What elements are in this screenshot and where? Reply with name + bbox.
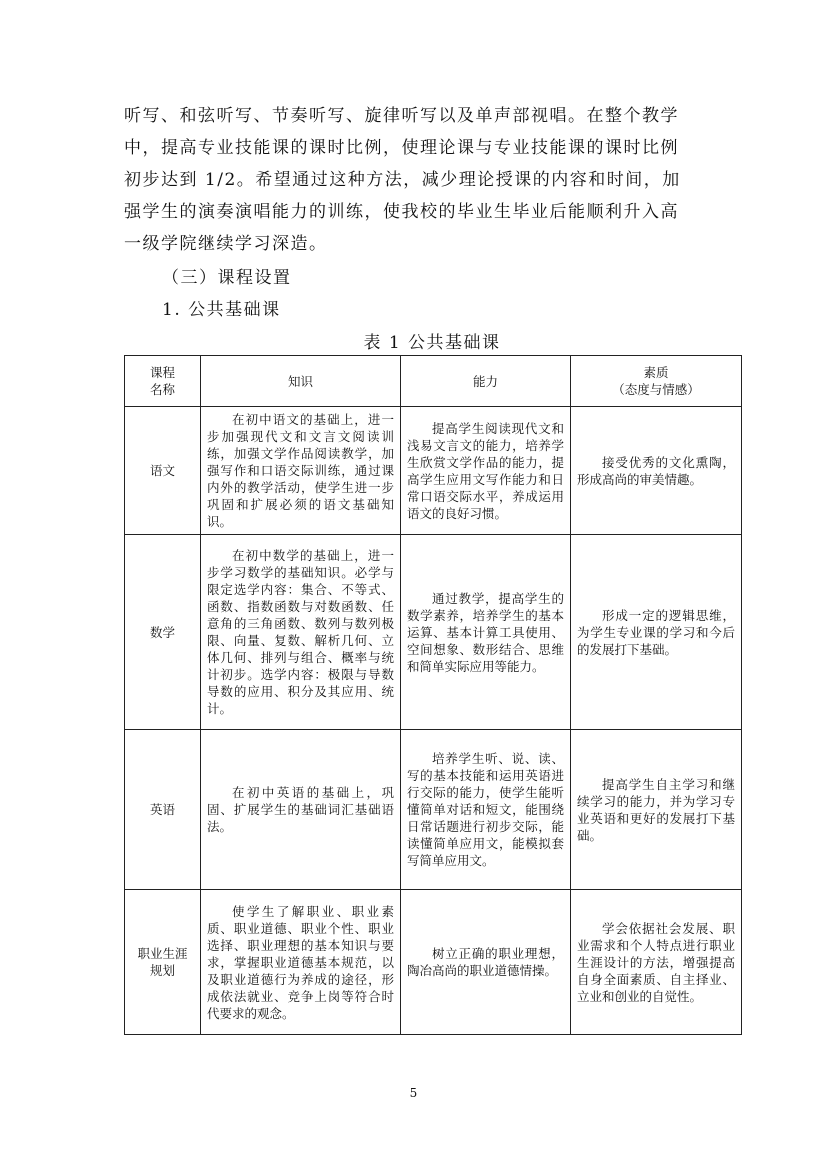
header-ability: 能力 [401, 356, 571, 407]
ability-cell: 培养学生听、说、读、写的基本技能和运用英语进行交际的能力，使学生能听懂简单对话和短文，能围绕日常话题进行初步交际，能读懂简单应用文，能模拟套写简单应用文。 [401, 730, 571, 890]
section-heading: （三）课程设置 [162, 268, 292, 288]
header-quality-subtitle: （态度与情感） [612, 382, 700, 397]
course-name-cell: 职业生涯规划 [125, 890, 201, 1035]
course-name-cell: 数学 [125, 535, 201, 730]
table-caption: 表 1 公共基础课 [363, 333, 501, 353]
ability-cell: 树立正确的职业理想，陶冶高尚的职业道德情操。 [401, 890, 571, 1035]
header-course-name: 课程名称 [125, 356, 201, 407]
page-number: 5 [409, 1086, 418, 1100]
table-row [125, 407, 742, 535]
body-text-line: 中，提高专业技能课的课时比例，使理论课与专业技能课的课时比例 [124, 138, 679, 158]
quality-cell: 形成一定的逻辑思维，为学生专业课的学习和今后的发展打下基础。 [571, 535, 742, 730]
course-name-cell: 语文 [125, 407, 201, 535]
ability-cell: 通过教学，提高学生的数学素养，培养学生的基本运算、基本计算工具使用、空间想象、数形结合、思维和简单实际应用等能力。 [401, 535, 571, 730]
table-header-row [125, 356, 742, 407]
table-row [125, 890, 742, 1035]
quality-cell: 学会依据社会发展、职业需求和个人特点进行职业生涯设计的方法，增强提高自身全面素质、自主择业、立业和创业的自觉性。 [571, 890, 742, 1035]
header-quality-title: 素质 [643, 365, 669, 380]
body-text-line: 强学生的演奏演唱能力的训练，使我校的毕业生毕业后能顺利升入高 [124, 202, 679, 222]
table-row [125, 535, 742, 730]
header-quality [571, 356, 742, 407]
course-table [124, 355, 742, 1035]
header-knowledge: 知识 [201, 356, 401, 407]
quality-cell: 提高学生自主学习和继续学习的能力，并为学习专业英语和更好的发展打下基础。 [571, 730, 742, 890]
course-name-cell: 英语 [125, 730, 201, 890]
body-text-line: 听写、和弦听写、节奏听写、旋律听写以及单声部视唱。在整个教学 [124, 106, 679, 126]
ability-cell: 提高学生阅读现代文和浅易文言文的能力，培养学生欣赏文学作品的能力，提高学生应用文写作能力和日常口语交际水平，养成运用语文的良好习惯。 [401, 407, 571, 535]
knowledge-cell: 在初中英语的基础上，巩固、扩展学生的基础词汇基础语法。 [201, 730, 401, 890]
knowledge-cell: 使学生了解职业、职业素质、职业道德、职业个性、职业选择、职业理想的基本知识与要求，掌握职业道德基本规范，以及职业道德行为养成的途径，形成依法就业、竞争上岗等符合时代要求的观念。 [201, 890, 401, 1035]
knowledge-cell: 在初中语文的基础上，进一步加强现代文和文言文阅读训练，加强文学作品阅读教学，加强写作和口语交际训练，通过课内外的教学活动，使学生进一步巩固和扩展必须的语文基础知识。 [201, 407, 401, 535]
knowledge-cell: 在初中数学的基础上，进一步学习数学的基础知识。必学与限定选学内容：集合、不等式、函数、指数函数与对数函数、任意角的三角函数、数列与数列极限、向量、复数、解析几何、立体几何、排列与组合、概率与统计初步。选学内容：极限与导数导数的应用、积分及其应用、统计。 [201, 535, 401, 730]
body-text-line: 一级学院继续学习深造。 [124, 234, 328, 254]
subsection-heading: 1. 公共基础课 [162, 300, 281, 320]
table-row [125, 730, 742, 890]
body-text-line: 初步达到 1/2。希望通过这种方法，减少理论授课的内容和时间，加 [124, 170, 681, 190]
quality-cell: 接受优秀的文化熏陶，形成高尚的审美情趣。 [571, 407, 742, 535]
